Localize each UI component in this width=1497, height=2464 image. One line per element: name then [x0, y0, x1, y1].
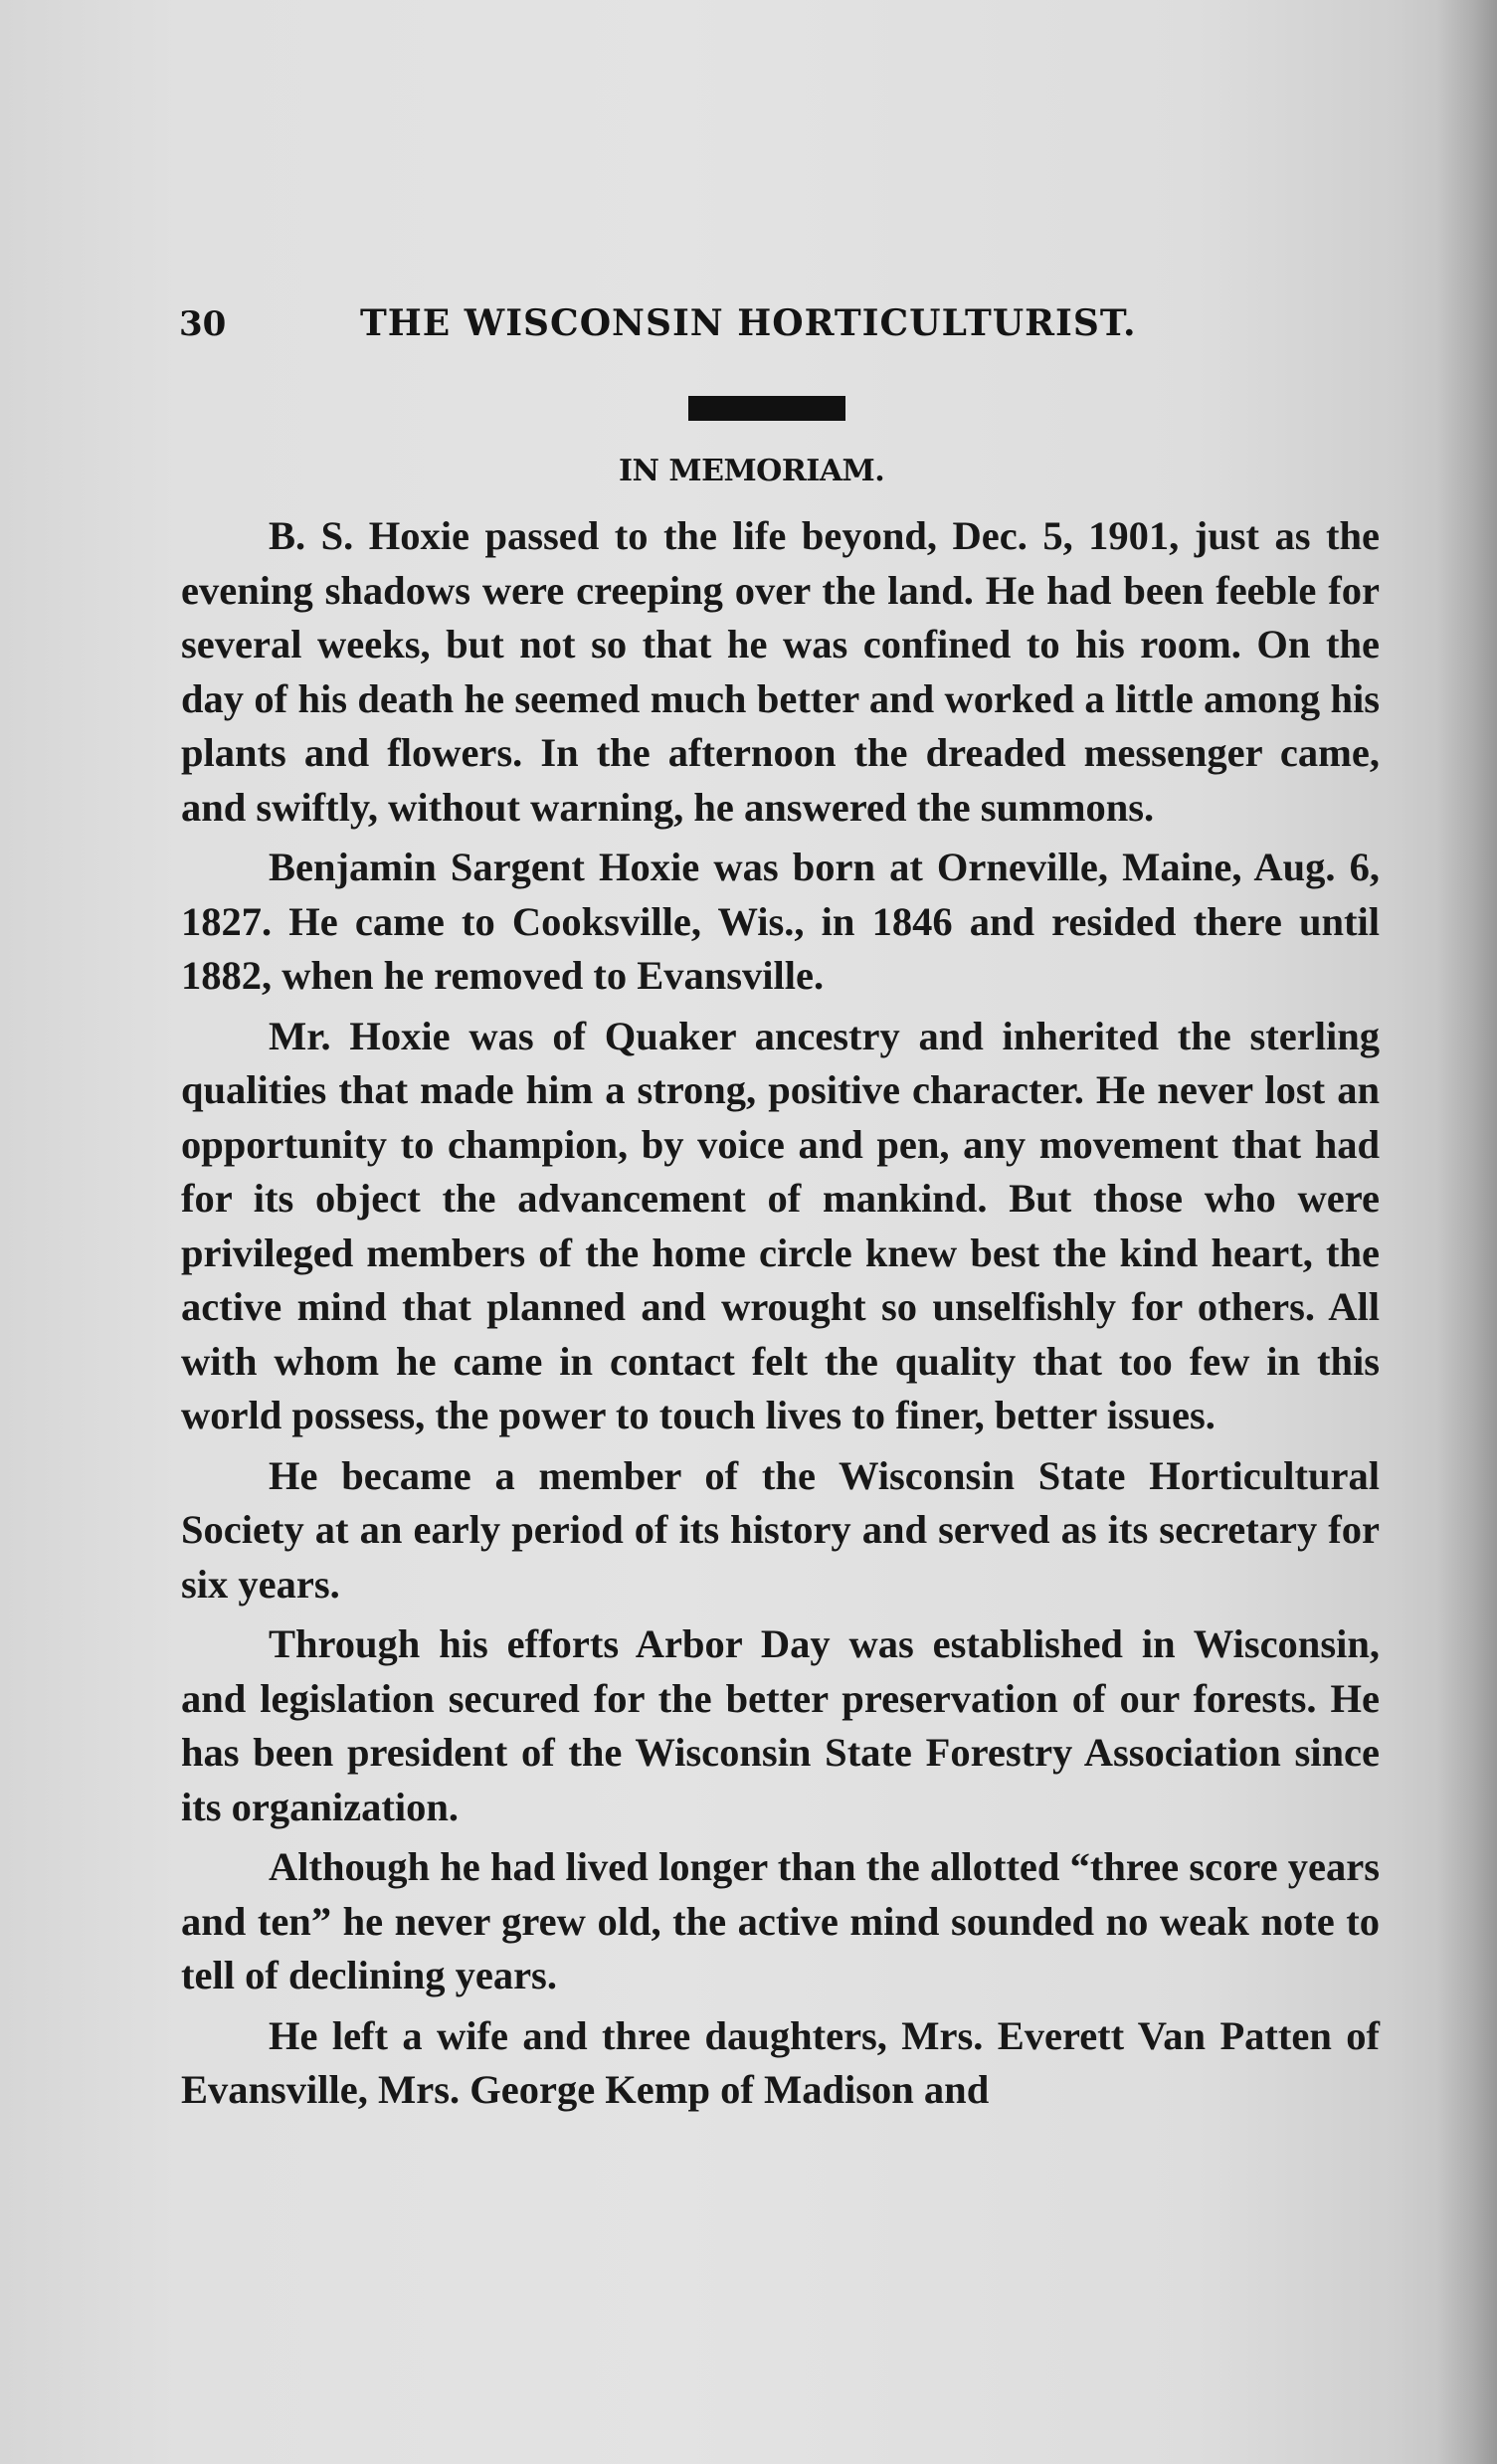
- article-body: [181, 509, 1380, 2124]
- page-binding-shadow: [1437, 0, 1497, 2464]
- paragraph-5: Through his efforts Arbor Day was established in Wisconsin, and legislation secured for the better preservation of our forests. He has been president of the Wisconsin State Forestry Association since its organization.: [181, 1621, 1380, 1829]
- running-title: THE WISCONSIN HORTICULTURIST.: [360, 302, 1137, 344]
- paragraph-7: He left a wife and three daughters, Mrs. Everett Van Patten of Evansville, Mrs. George Kemp of Madison and: [181, 2012, 1380, 2112]
- running-header: [179, 298, 1174, 358]
- paragraph-6: Although he had lived longer than the allotted “three score years and ten” he never grew old, the active mind sounded no weak note to tell of declining years.: [181, 1844, 1380, 1997]
- black-rule-bar: [688, 396, 845, 421]
- paragraph-4: He became a member of the Wisconsin State Horticultural Society at an early period of its history and served as its secretary for six years.: [181, 1452, 1380, 1607]
- paragraph-1: B. S. Hoxie passed to the life beyond, Dec. 5, 1901, just as the evening shadows were creeping over the land. He had been feeble for several weeks, but not so that he was confined to his room. On the day of his death he seemed much better and worked a little among his plants and flowers. In the afternoon the dreaded messenger came, and swiftly, without warning, he answered the summons.: [181, 513, 1380, 830]
- section-heading: IN MEMORIAM.: [619, 454, 885, 488]
- paragraph-3: Mr. Hoxie was of Quaker ancestry and inherited the sterling qualities that made him a strong, positive character. He never lost an opportunity to champion, by voice and pen, any movement that had for its object the advancement of mankind. But those who were privileged members of the home circle knew best the kind heart, the active mind that planned and wrought so unselfishly for others. All with whom he came in contact felt the quality that too few in this world possess, the power to touch lives to finer, better issues.: [181, 1013, 1380, 1437]
- paragraph-2: Benjamin Sargent Hoxie was born at Orneville, Maine, Aug. 6, 1827. He came to Cooksville, Wis., in 1846 and resided there until 1882, when he removed to Evansville.: [181, 845, 1380, 998]
- page-number: 30: [179, 304, 227, 344]
